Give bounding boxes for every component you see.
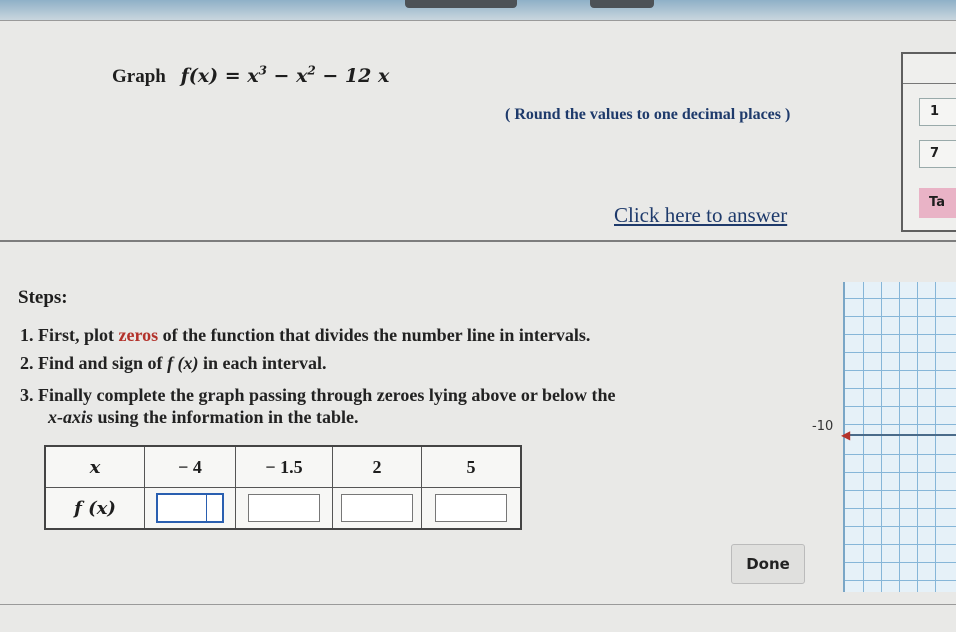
grid-line [845,508,956,509]
divider [0,604,956,605]
step-3-continued [48,407,359,428]
grid-line [845,544,956,545]
grid-line [899,282,900,592]
panel-divider [903,83,956,84]
grid-line [845,472,956,473]
grid-line [845,424,956,425]
steps-title: Steps: [18,287,68,308]
graph-grid[interactable] [843,282,956,592]
table-cell-x: − 1.5 [236,446,333,488]
top-strip [0,0,956,20]
side-item[interactable]: 7 [919,140,956,168]
side-panel [901,52,956,232]
table-cell-x: 2 [333,446,422,488]
fx-input[interactable] [156,493,224,523]
graph-axis-label: -10 [812,419,834,434]
step-3 [20,385,616,406]
axis-arrow-icon: ◀ [841,428,851,442]
grid-line [845,334,956,335]
question-label: Graph [112,66,166,88]
table-cell-input [145,488,236,530]
table-cell-input [236,488,333,530]
step-math: f (x) [167,353,199,373]
function-exponent: 2 [307,64,316,78]
table-row [45,488,521,530]
grid-line [845,316,956,317]
divider [0,240,956,242]
top-tab [405,0,517,8]
fx-input[interactable] [435,494,507,522]
step-highlight: zeros [118,325,159,345]
grid-line [917,282,918,592]
function-exponent: 3 [258,64,267,78]
fx-input[interactable] [248,494,320,522]
grid-line [845,406,956,407]
grid-line [845,562,956,563]
done-button[interactable]: Done [731,544,805,584]
side-item[interactable]: 1 [919,98,956,126]
function-lhs: f(x) = [180,65,241,88]
function-expression [181,65,390,87]
text-cursor [206,495,207,521]
step-2 [20,353,327,374]
table-header-x: x [45,446,145,488]
question-title [112,64,389,88]
step-text: 3. Finally complete the graph passing through zeroes lying above or below the [20,385,616,405]
divider [0,20,956,21]
table-cell-input [333,488,422,530]
grid-line [845,526,956,527]
values-table [44,445,522,530]
table-cell-input [422,488,522,530]
step-text: 2. Find and sign of [20,353,168,373]
function-term: x [247,65,259,88]
round-instruction: ( Round the values to one decimal places ) [505,106,791,123]
table-cell-x: 5 [422,446,522,488]
side-tab[interactable]: Ta [919,188,956,218]
step-math: x-axis [48,407,93,427]
fx-input[interactable] [341,494,413,522]
grid-line [845,298,956,299]
grid-line [935,282,936,592]
grid-line [863,282,864,592]
grid-line [845,490,956,491]
grid-line [845,454,956,455]
step-text: 1. First, plot [20,325,119,345]
click-to-answer-link[interactable]: Click here to answer [614,203,788,227]
grid-line [845,580,956,581]
top-tab [590,0,654,8]
function-term: − 12 x [315,65,390,88]
table-cell-x: − 4 [145,446,236,488]
grid-line [845,388,956,389]
step-text: of the function that divides the number line in intervals. [158,325,591,345]
table-row [45,446,521,488]
step-text: using the information in the table. [93,407,359,427]
grid-line [881,282,882,592]
function-term: − x [266,65,308,88]
grid-line [845,370,956,371]
table-header-fx: f (x) [45,488,145,530]
x-axis [845,434,956,436]
grid-line [845,352,956,353]
step-1 [20,325,590,346]
step-text: in each interval. [198,353,327,373]
